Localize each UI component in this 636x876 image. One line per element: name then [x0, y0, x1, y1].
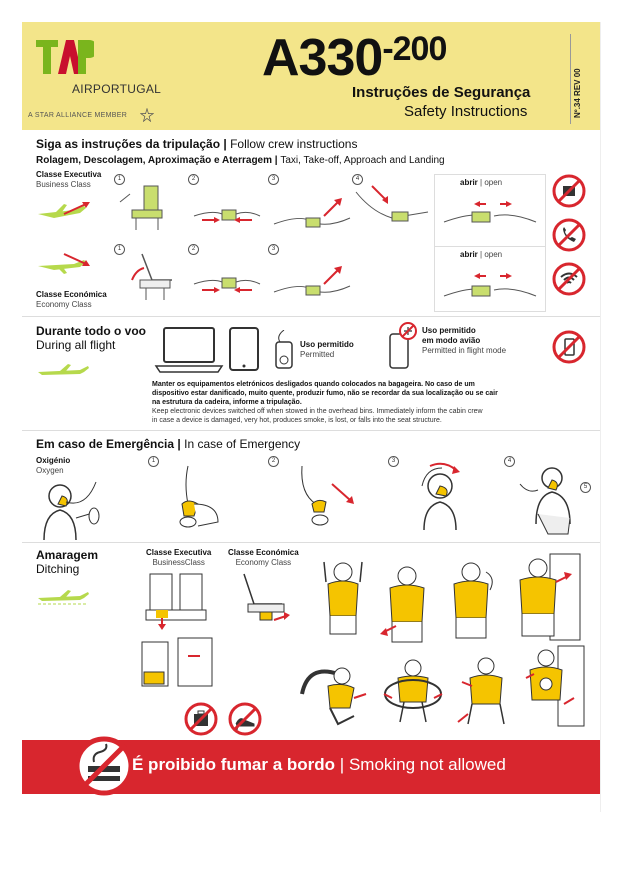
step-number: 3: [268, 244, 279, 255]
ditching-subtitle: Ditching: [36, 562, 80, 576]
title-en: Safety Instructions: [404, 103, 528, 120]
crew-business-label: Classe Executiva Business Class: [36, 170, 102, 189]
divider: [22, 542, 600, 543]
seatbelt-tighten-figure: [272, 194, 352, 232]
seatbelt-open-figure: [442, 192, 538, 232]
electronics-notice: Manter os equipamentos eletrónicos desligados quando colocados na bagageira. No caso de um dispositivo estar danificado, muito quente, produzir fumo, não se recordar da sua localização ou se cair na estrutura da cadeira, informe a tripulação. Keep electronic devices switched off when stowed in the overhead bins. Immediately inform the cabin crew in case a device is damaged, very hot, produces smoke, is lost, or falls into the seat structure.: [152, 381, 498, 424]
business-seat-vest-figure: [142, 570, 212, 630]
no-electronic-devices-icon: [552, 174, 586, 208]
step-number: 2: [268, 456, 279, 467]
tap-logo-icon: [34, 36, 94, 80]
place-mask-figure: [292, 464, 372, 528]
step-number: 3: [268, 174, 279, 185]
seatbelt-fasten-figure: [192, 268, 262, 298]
passenger-oxygen-mask-figure: [36, 478, 106, 542]
crew-economy-label: Classe Económica Economy Class: [36, 290, 107, 309]
permitted-label: Uso permitido Permitted: [300, 340, 354, 359]
life-vest-step-figure: [442, 558, 500, 642]
seat-upright-figure: [118, 182, 178, 232]
phone-flight-mode-icon: [384, 322, 418, 370]
economy-seat-vest-figure: [234, 570, 294, 630]
star-alliance-icon: [140, 108, 154, 122]
child-vest-figure: [378, 654, 448, 728]
no-device-charging-icon: [552, 330, 586, 364]
step-number: 5: [580, 482, 591, 493]
flight-subtitle: During all flight: [36, 338, 116, 352]
child-vest-inflate-figure: [454, 652, 518, 730]
life-vest-step-figure: [376, 562, 438, 646]
laptop-icon: [154, 326, 224, 374]
aircraft-model: $A330^{-200}$: [262, 29, 447, 87]
safety-card: [22, 22, 601, 812]
no-phone-calls-icon: [552, 218, 586, 252]
no-smoking-text: É proibido fumar a bordo | Smoking not allowed: [132, 755, 506, 774]
step-number: 1: [114, 174, 125, 185]
step-number: 2: [188, 244, 199, 255]
seatbelt-lap-figure: [352, 182, 432, 232]
star-alliance-label: A STAR ALLIANCE MEMBER: [28, 112, 128, 119]
infant-vest-figure: [298, 654, 372, 728]
adult-with-child-vest-figure: [522, 644, 586, 730]
no-luggage-icon: [184, 702, 218, 736]
arrow-icon: [62, 200, 92, 216]
mp3-player-icon: [272, 330, 296, 370]
no-high-heels-icon: [228, 702, 262, 736]
no-smoking-icon: [74, 736, 134, 796]
open-label: abrir | open: [460, 250, 503, 259]
step-number: 3: [388, 456, 399, 467]
oxygen-label: Oxigénio Oxygen: [36, 456, 71, 475]
step-number: 4: [504, 456, 515, 467]
plane-ditching-icon: [36, 588, 90, 606]
life-vest-step-figure: [314, 558, 372, 638]
emergency-title: Em caso de Emergência | In case of Emergency: [36, 437, 301, 451]
tablet-icon: [228, 326, 260, 372]
revision-code: Nº.34 REV 00: [570, 34, 591, 124]
pull-mask-figure: [158, 464, 228, 528]
seatbelt-tighten-figure: [272, 262, 352, 300]
ditching-title: Amaragem: [36, 548, 99, 562]
seat-cushion-figure: [138, 636, 218, 696]
crew-subtitle: Rolagem, Descolagem, Aproximação e Aterragem | Taxi, Take-off, Approach and Landing: [36, 155, 445, 166]
economy-seat-figure: [122, 250, 182, 302]
life-vest-step-figure: [506, 552, 582, 644]
title-pt: Instruções de Segurança: [352, 84, 531, 101]
flight-title: Durante todo o voo: [36, 324, 146, 338]
step-number: 4: [352, 174, 363, 185]
no-smoking-banner: [22, 740, 600, 794]
no-wifi-icon: [552, 262, 586, 296]
divider: [22, 316, 600, 317]
arrow-icon: [62, 252, 92, 268]
divider: [22, 430, 600, 431]
step-number: 1: [148, 456, 159, 467]
seatbelt-fasten-figure: [192, 200, 262, 230]
brand-name: AIRPORTUGAL: [72, 82, 162, 96]
crew-title: Siga as instruções da tripulação | Follow crew instructions: [36, 137, 358, 151]
fit-mask-figure: [400, 462, 480, 532]
ditching-economy-label: Classe Económica Economy Class: [228, 548, 299, 567]
ditching-business-label: Classe Executiva BusinessClass: [146, 548, 212, 567]
help-others-figure: [518, 464, 582, 544]
header: [22, 22, 600, 130]
flight-mode-label: Uso permitido em modo avião Permitted in flight mode: [422, 326, 507, 355]
open-label: abrir | open: [460, 178, 503, 187]
seatbelt-open-figure: [442, 266, 538, 304]
step-number: 1: [114, 244, 125, 255]
step-number: 2: [188, 174, 199, 185]
plane-cruise-icon: [36, 362, 90, 380]
